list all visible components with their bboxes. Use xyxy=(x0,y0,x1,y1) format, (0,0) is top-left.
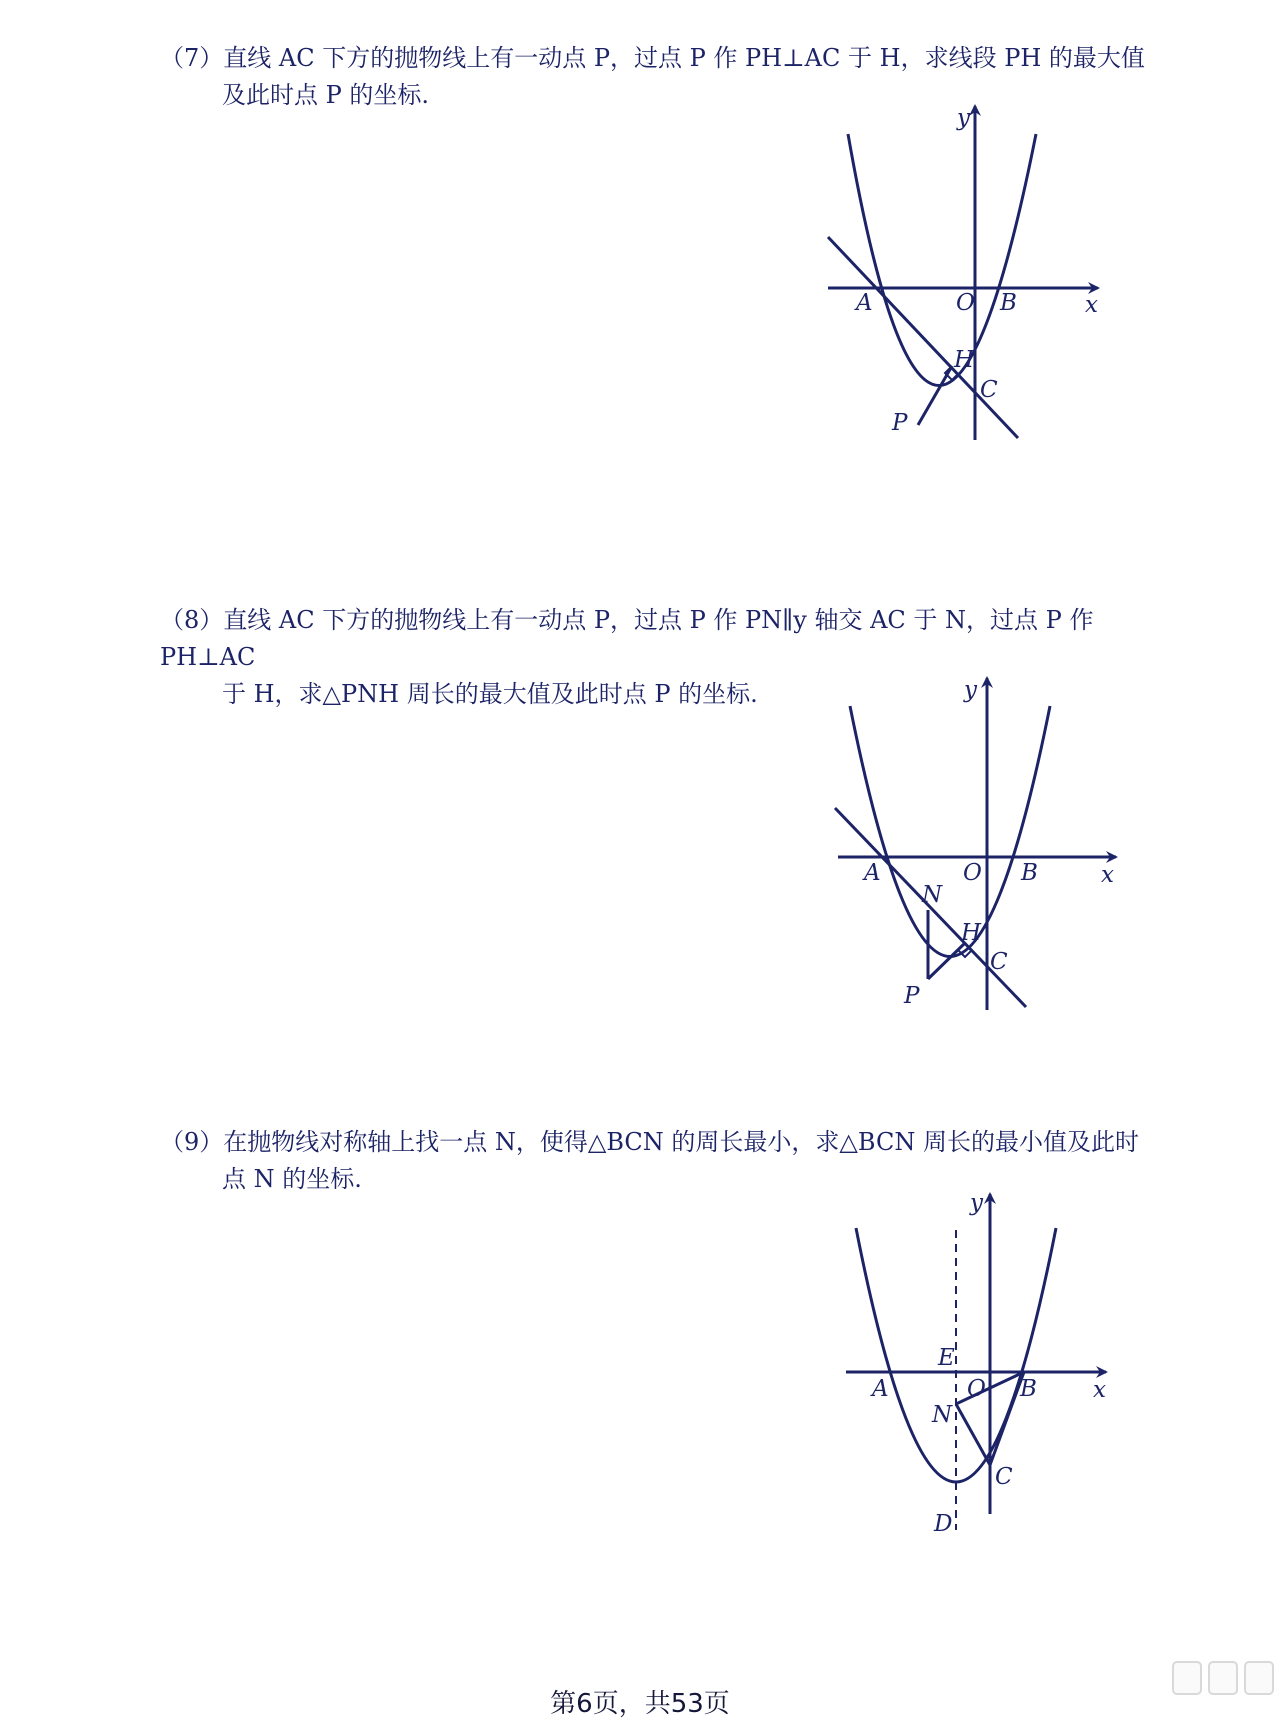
label-a: A xyxy=(856,290,873,316)
question-9 xyxy=(160,1124,1150,1198)
label-n: N xyxy=(922,882,943,908)
label-o: O xyxy=(956,290,975,316)
question-8-line-1: （8）直线 AC 下方的抛物线上有一动点 P，过点 P 作 PN∥y 轴交 AC 于 N，过点 P 作 PH⊥AC xyxy=(160,606,1094,671)
figure-q9 xyxy=(840,1190,1130,1540)
question-7-line-1: （7）直线 AC 下方的抛物线上有一动点 P，过点 P 作 PH⊥AC 于 H，求线段 PH 的最大值 xyxy=(160,44,1145,72)
label-b: B xyxy=(1021,860,1038,886)
question-9-line-1: （9）在抛物线对称轴上找一点 N，使得△BCN 的周长最小，求△BCN 周长的最小值及此时 xyxy=(160,1128,1139,1156)
figure-q8 xyxy=(830,670,1130,1020)
question-8-line-2: 于 H，求△PNH 周长的最大值及此时点 P 的坐标. xyxy=(222,680,758,708)
label-x: x xyxy=(1093,1377,1106,1403)
page-footer: 第6页，共53页 xyxy=(550,1689,730,1719)
label-h: H xyxy=(961,920,982,946)
label-h: H xyxy=(954,347,975,373)
label-a: A xyxy=(864,860,881,886)
label-c: C xyxy=(980,377,998,403)
label-p: P xyxy=(892,410,908,436)
label-d: D xyxy=(934,1511,953,1537)
label-p: P xyxy=(904,983,920,1009)
label-x: x xyxy=(1085,292,1098,318)
line-ac xyxy=(828,237,1018,438)
question-7-line-2: 及此时点 P 的坐标. xyxy=(222,81,430,109)
label-e: E xyxy=(938,1345,955,1371)
toolbar-button-icon[interactable] xyxy=(1244,1661,1274,1695)
segment-nc xyxy=(956,1404,990,1465)
question-9-line-2: 点 N 的坐标. xyxy=(222,1165,362,1193)
label-o: O xyxy=(967,1376,986,1402)
figure-q7 xyxy=(820,100,1120,450)
label-c: C xyxy=(990,949,1008,975)
label-b: B xyxy=(1020,1376,1037,1402)
parabola xyxy=(850,706,1050,957)
label-y: y xyxy=(964,677,977,703)
label-a: A xyxy=(872,1376,889,1402)
toolbar-button-icon[interactable] xyxy=(1172,1661,1202,1695)
label-c: C xyxy=(995,1464,1013,1490)
label-x: x xyxy=(1101,862,1114,888)
label-y: y xyxy=(957,105,970,131)
parabola xyxy=(848,134,1036,386)
viewer-toolbar xyxy=(1172,1660,1274,1696)
label-b: B xyxy=(1000,290,1017,316)
label-y: y xyxy=(970,1190,983,1216)
label-n: N xyxy=(932,1402,953,1428)
label-o: O xyxy=(963,860,982,886)
toolbar-button-icon[interactable] xyxy=(1208,1661,1238,1695)
